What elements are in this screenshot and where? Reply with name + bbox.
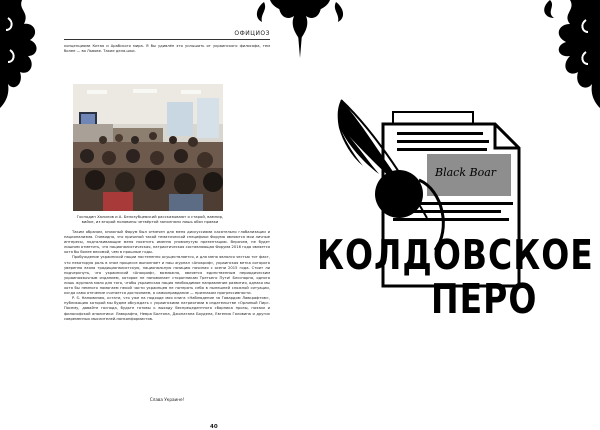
koldovskoe-pero-logo — [317, 90, 594, 323]
left-page — [64, 30, 270, 430]
logo-title-line1: КОЛДОВСКОЕ — [317, 230, 594, 279]
logo-title-line2: ПЕРО — [431, 274, 538, 323]
paragraph-3: P. S. Напоминаю, кстати, что уже на подходе моя книга «Наблюдение за Говардом Лавкрафтом», публикацию которой мы будем обсуждать с украинскими патриотами в издательстве «Орлиный Пир». Посему, давайте господа, будьте готовы к выходу беспрецедентного сборника прозы, поэзии и философской аналитики: Лавкрафта, Невра Болтона, Джонатана Боудена, Евгения Головина и других современных мыслителей-нонконформистов. — [64, 296, 270, 321]
photo-caption: Господин Халилов и А. Белозубцевский рассказывают о старой, вампир, вийке, из второй половины четвёртой заполняли лишь обоз правки — [76, 214, 224, 224]
ornament-top-left-icon — [0, 0, 50, 110]
lecture-hall-photo-icon — [73, 84, 223, 211]
paragraph-2: Пробуждение украинской нации постепенно осуществляется, и для меня являлся честью тот факт, что некоторую роль в этом процессе выполняет и наш журнал «Апокриф», украинская ветка которого уверенно взяла традиционалистскую, национальную позицию начиная с осени 2015 года. Стоит ли подчеркнуть, что украинский «Апокриф», возможно, является единственным периодическим украиноязычным изданием, которое не напоминает сторонникам Третьего Пути! Бесспорно, одного лишь журнала мало для того, чтобы украинская нация необходимое направление развития, однако мы хотя бы немного помогаем некой части украинцев не потерять себя в нынешней сложной ситуации, когда само отечение считается достоянием, а самооправдание — признаком прогрессивности. — [64, 255, 270, 296]
page-number: 40 — [210, 424, 218, 430]
intro-paragraph: концепциями Китая и Арабского мира. Я бы удивлён это услышать от украинского философа, тем более — во Львове. Такие дела-шки. — [64, 44, 270, 54]
section-title: ОФИЦИОЗ — [234, 30, 270, 37]
article-body — [64, 230, 270, 322]
event-photo — [73, 84, 223, 211]
paragraph-1: Таким образом, книжный Форум был отмечен для меня дискуссиями касательно глобализации и национализма. Очевидно, что причиной такой тематической специфики Форума являются мои личные интересы, подталкивающие меня посетить именно упомянутую презентацию. Впрочем, не будет лишним отметить, что националистическая, патриотическая составляющая Форума 2016 года является хотя бы более весомой, чем в прошлые годы. — [64, 230, 270, 255]
sign-off: Слава Украине! — [149, 397, 185, 402]
header-rule — [64, 39, 270, 40]
script-signature: Black Boar — [435, 166, 497, 179]
